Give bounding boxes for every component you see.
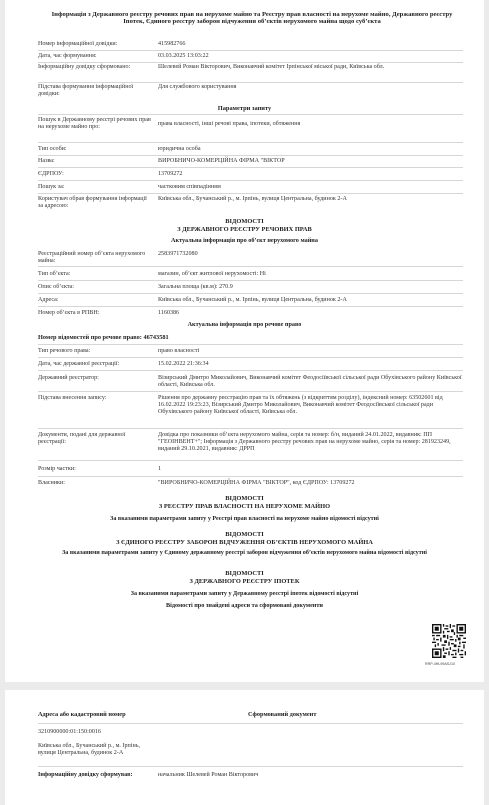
param-value: частковим співпадінням [158, 184, 221, 190]
info-value: 03.03.2025 13:03:22 [158, 53, 209, 59]
found-address-title: Відомості про знайдені адреси та сформовані документи [166, 602, 323, 609]
object-info-title: Актуальна інформація про об’єкт нерухомого майна [171, 237, 318, 244]
section-subtitle-mortgage: З ДЕРЖАВНОГО РЕЄСТРУ ІПОТЕК [189, 578, 300, 585]
param-label: Назва: [38, 158, 55, 164]
object-value: Загальна площа (кв.м): 270.9 [158, 284, 233, 290]
row-divider [38, 370, 463, 371]
row-divider [38, 476, 463, 477]
row-divider [38, 155, 463, 156]
right-label: Дата, час державної реєстрації: [38, 361, 120, 367]
object-label: Опис об’єкта: [38, 284, 74, 290]
param-label: ЄДРПОУ: [38, 171, 64, 177]
right-label: Тип речового права: [38, 348, 91, 354]
section-title-bans: ВІДОМОСТІ [225, 531, 264, 538]
mortgage-absent-note: За вказаними параметрами запиту у Державному реєстрі іпотек відомості відсутні [130, 591, 359, 597]
row-divider [38, 180, 463, 181]
bans-absent-note: За вказаними параметрами запиту у Єдиному державному реєстрі заборон відчуження об’єктів нерухомого майна відомості відсутні [62, 550, 427, 556]
row-divider [38, 193, 463, 194]
row-divider [38, 357, 463, 358]
param-value: 13709272 [158, 171, 183, 177]
row-divider [38, 723, 463, 724]
ownership-absent-note: За вказаними параметрами запиту у Реєстрі прав власності на нерухоме майно відомості відсутні [110, 516, 379, 522]
param-value: права власності, інші речові права, іпотеки, обтяження [158, 121, 301, 127]
right-info-title: Актуальна інформація про речове право [187, 321, 302, 328]
right-label: Власники: [38, 480, 65, 486]
info-label: Дата, час формування: [38, 53, 97, 59]
param-label: Пошук за: [38, 184, 65, 190]
param-label: Тип особи: [38, 146, 67, 152]
info-label: Підстава формування інформаційної довідки: [38, 84, 134, 97]
row-divider [38, 391, 463, 392]
right-value: Рішення про державну реєстрацію прав та їх обтяжень (з відкриттям розділу), індексний номер: 63502601 від 16.02.2022 19:23:23, Візирський Дмитро Миколайович, Виконавчий комітет Феодосіївської сільської ради Обухівського району Київської області, Київська обл. [158, 395, 443, 415]
object-address: Київська обл., Бучанський р., м. Ірпінь, вулиця Центральна, будинок 2-А [38, 743, 141, 756]
cadastral-number: 3210900000:01:150:0016 [38, 729, 101, 735]
object-label: Реєстраційний номер об’єкта нерухомого майна: [38, 251, 146, 264]
qr-code-image [432, 624, 466, 658]
object-value: Київська обл., Бучанський р., м. Ірпінь, вулиця Центральна, будинок 2-А [158, 297, 347, 303]
section-subtitle-ownership: З РЕЄСТРУ ПРАВ ВЛАСНОСТІ НА НЕРУХОМЕ МАЙНО [158, 503, 331, 510]
row-divider [38, 82, 463, 83]
object-label: Адреса: [38, 297, 59, 303]
param-label: Користувач обрав формування інформації за адресою: [38, 196, 147, 209]
info-label: Інформаційну довідку сформовано: [38, 64, 131, 70]
row-divider [38, 306, 463, 307]
row-divider [38, 167, 463, 168]
right-value: Довідка про показники об’єкта нерухомого майна, серія та номер: б/н, виданий 24.01.2022, видавник: ПП "ГЕОІНВЕНТ+"; Інформація з Державного реєстру речових прав на нерухоме майно, серія та номер: 281923249, виданий 29.10.2021, видавник: ДРРП [158, 432, 451, 452]
row-divider [38, 114, 463, 115]
document-page-2 [5, 690, 484, 805]
param-value: ВИРОБНИЧО-КОМЕРЦІЙНА ФІРМА "ВІКТОР [158, 158, 285, 164]
row-divider [38, 428, 463, 429]
record-number: Номер відомостей про речове право: 46743581 [38, 334, 169, 341]
formed-by-label: Інформаційну довідку сформував: [38, 772, 133, 778]
right-value: 1 [158, 466, 162, 472]
row-divider [38, 293, 463, 294]
object-value: магазин, об’єкт житлової нерухомості: Ні [158, 271, 266, 277]
object-label: Номер об’єкта в РПВН: [38, 310, 100, 316]
document-header: Інформація з Державного реєстру речових прав на нерухоме майно та Реєстру прав власності на нерухоме майно, Державного реєстру Іпотек, Єдиного реєстру заборон відчуження об’єктів нерухомого майна щодо суб’єкта [51, 11, 453, 26]
param-value: юридична особа [158, 146, 201, 152]
object-value: 1160386 [158, 310, 180, 316]
object-label: Тип об’єкта: [38, 271, 71, 277]
param-label: Пошук в Державному реєстрі речових прав на нерухоме майно про: [38, 117, 151, 130]
row-divider [38, 50, 463, 51]
formed-by-value: начальник Шелевей Роман Вікторович [158, 772, 259, 778]
section-title-mortgage: ВІДОМОСТІ [225, 570, 264, 577]
right-label: Державний реєстратор: [38, 375, 99, 381]
row-divider [38, 62, 463, 63]
row-divider [38, 460, 463, 461]
info-value: 415982766 [158, 41, 186, 47]
document-column-header: Сформований документ [248, 711, 317, 718]
right-value: Візирський Дмитро Миколайович, Виконавчий комітет Феодосіївської сільської ради Обухівського району Київської області, Київська обл. [158, 375, 462, 388]
document-page-1 [5, 0, 484, 682]
object-value: 2583971732080 [158, 251, 198, 257]
section-subtitle-bans: З ЄДИНОГО РЕЄСТРУ ЗАБОРОН ВІДЧУЖЕННЯ ОБ’ЄКТІВ НЕРУХОМОГО МАЙНА [116, 539, 373, 546]
param-value: Київська обл., Бучанський р., м. Ірпінь, вулиця Центральна, будинок 2-А [158, 196, 347, 202]
right-value: 15.02.2022 21:36:34 [158, 361, 209, 367]
info-label: Номер інформаційної довідки: [38, 41, 118, 47]
info-value: Шелевей Роман Вікторович, Виконавчий комітет Ірпінської міської ради, Київська обл. [158, 64, 385, 70]
qr-caption: RRP-4HL99ASJ10 [425, 662, 455, 666]
address-column-header: Адреса або кадастровий номер [38, 711, 126, 718]
section-title-ownership: ВІДОМОСТІ [225, 495, 264, 502]
row-divider [38, 266, 463, 267]
section-title-rrp: ВІДОМОСТІ [225, 218, 264, 225]
right-value: право власності [158, 348, 200, 354]
info-value: Для службового користування [158, 84, 237, 90]
row-divider [38, 766, 463, 767]
right-label: Розмір частки: [38, 466, 76, 472]
right-label: Документи, подані для державної реєстрації: [38, 432, 126, 445]
right-label: Підстава внесення запису: [38, 395, 107, 401]
section-subtitle-rrp: З ДЕРЖАВНОГО РЕЄСТРУ РЕЧОВИХ ПРАВ [177, 226, 312, 233]
row-divider [38, 280, 463, 281]
section-title-params: Параметри запиту [217, 105, 272, 112]
row-divider [38, 142, 463, 143]
right-value: "ВИРОБНИЧО-КОМЕРЦІЙНА ФІРМА "ВІКТОР", код ЄДРПОУ: 13709272 [158, 480, 355, 486]
row-divider [38, 344, 463, 345]
